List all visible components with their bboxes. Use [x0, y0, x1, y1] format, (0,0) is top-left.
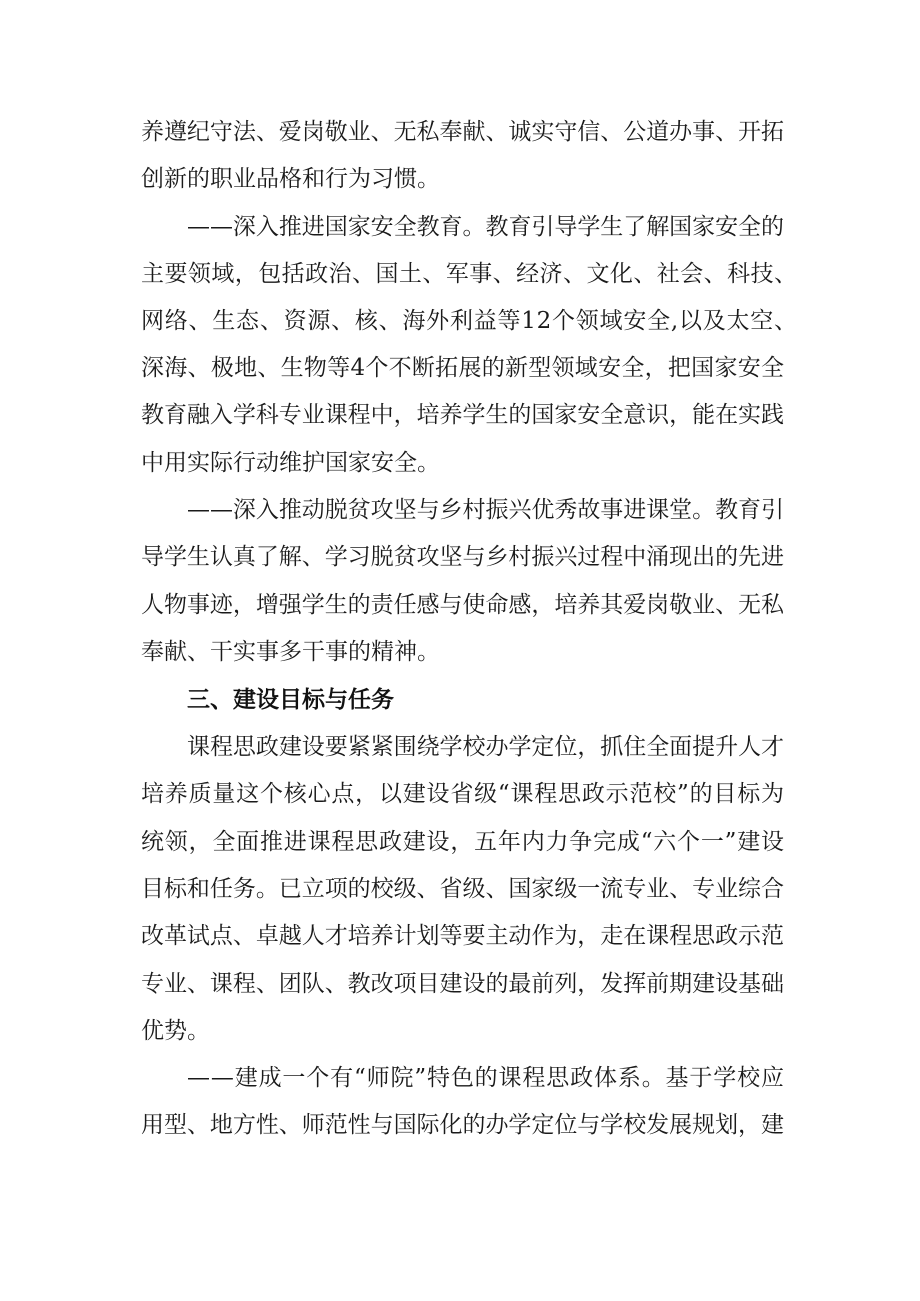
text-line: 专业、课程、团队、教改项目建设的最前列，发挥前期建设基础	[141, 971, 784, 997]
text-line: 优势。	[141, 1018, 210, 1044]
text-line: 导学生认真了解、学习脱贫攻坚与乡村振兴过程中涌现出的先进	[141, 544, 784, 570]
text-line: 课程思政建设要紧紧围绕学校办学定位，抓住全面提升人才	[187, 734, 784, 760]
text-line: 培养质量这个核心点，以建设省级“课程思政示范校”的目标为	[141, 781, 785, 807]
text-line: 人物事迹，增强学生的责任感与使命感，培养其爱岗敬业、无私	[141, 592, 784, 618]
text-line: 深海、极地、生物等4个不断拓展的新型领域安全，把国家安全	[141, 355, 785, 381]
text-line: 教育融入学科专业课程中，培养学生的国家安全意识，能在实践	[141, 402, 784, 428]
text-line: 网络、生态、资源、核、海外利益等12个领域安全,以及太空、	[141, 308, 798, 334]
text-line: ——深入推进国家安全教育。教育引导学生了解国家安全的	[187, 214, 784, 240]
text-line: 改革试点、卓越人才培养计划等要主动作为，走在课程思政示范	[141, 923, 784, 949]
text-line: 奉献、干实事多干事的精神。	[141, 639, 440, 665]
section-heading: 三、建设目标与任务	[187, 687, 394, 713]
text-line: ——深入推动脱贫攻坚与乡村振兴优秀故事进课堂。教育引	[187, 497, 784, 523]
text-line: 主要领域，包括政治、国土、军事、经济、文化、社会、科技、	[141, 261, 798, 287]
text-line: 统领，全面推进课程思政建设，五年内力争完成“六个一”建设	[141, 829, 785, 855]
text-line: 创新的职业品格和行为习惯。	[141, 166, 440, 192]
text-line: 养遵纪守法、爱岗敬业、无私奉献、诚实守信、公道办事、开拓	[141, 119, 784, 145]
text-line: ——建成一个有“师院”特色的课程思政体系。基于学校应	[187, 1065, 785, 1091]
text-line: 目标和任务。已立项的校级、省级、国家级一流专业、专业综合	[141, 876, 784, 902]
text-line: 用型、地方性、师范性与国际化的办学定位与学校发展规划，建	[141, 1112, 784, 1138]
text-line: 中用实际行动维护国家安全。	[141, 450, 440, 476]
